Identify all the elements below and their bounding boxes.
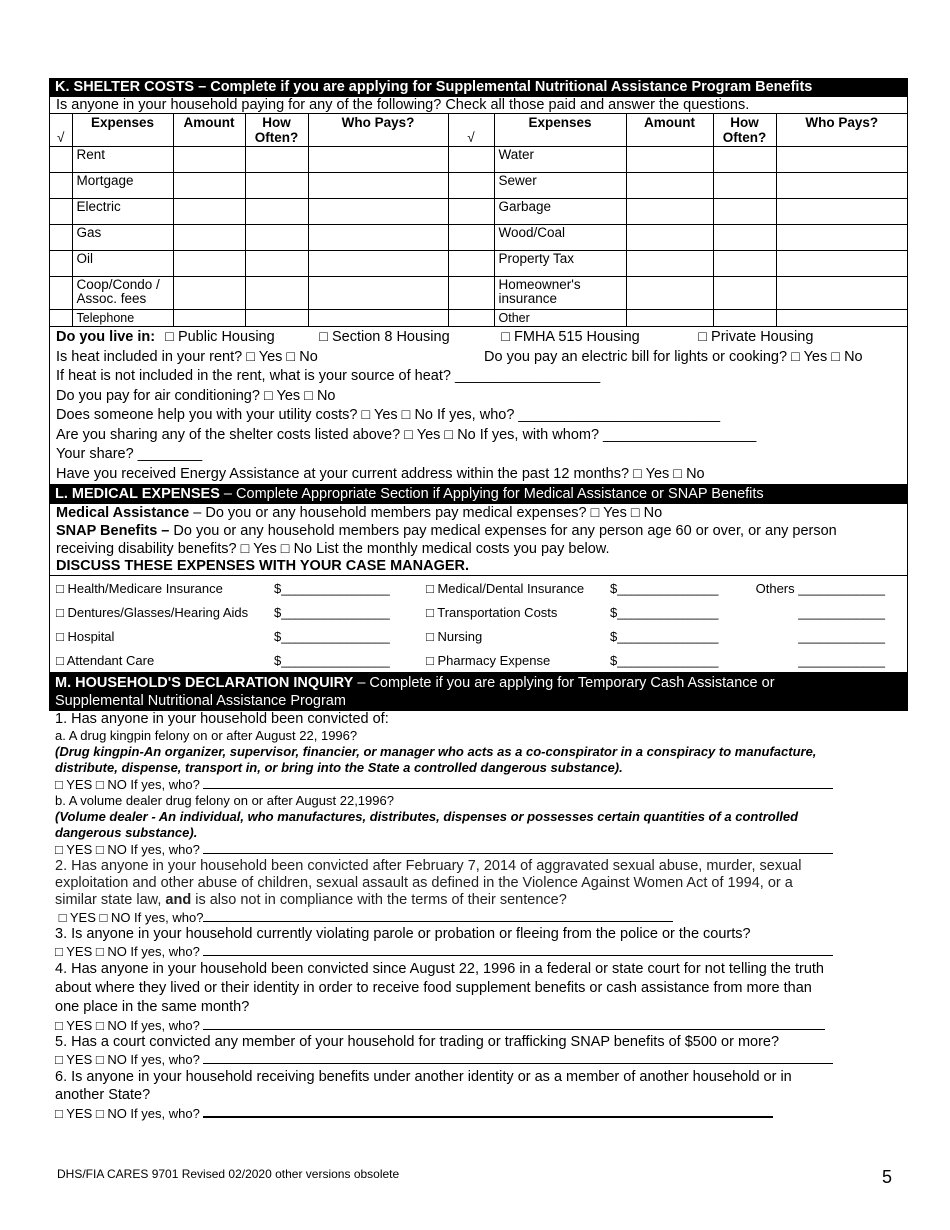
option-section8-housing[interactable]: □ Section 8 Housing: [319, 329, 450, 345]
check-cell[interactable]: [50, 310, 72, 327]
amount-cell[interactable]: [173, 310, 245, 327]
amount-cell[interactable]: [626, 173, 713, 199]
amount-cell[interactable]: [173, 225, 245, 251]
how-often-col-header: How Often?: [713, 114, 776, 147]
energy-assistance-question[interactable]: Have you received Energy Assistance at your current address within the past 12 months? □ Yes □ No: [56, 465, 705, 482]
medical-other[interactable]: ____________: [798, 604, 885, 620]
who-pays-cell[interactable]: [308, 199, 448, 225]
section-l: [49, 504, 908, 673]
medical-expense-row: [50, 648, 907, 672]
amount-cell[interactable]: [173, 147, 245, 173]
q3-text: 3. Is anyone in your household currently violating parole or probation or fleeing from the police or the courts?: [55, 926, 751, 942]
how-often-cell[interactable]: [713, 225, 776, 251]
medical-amount-a[interactable]: $_______________: [274, 604, 390, 620]
q2-text-cont: exploitation and other abuse of children, sexual assault as defined in the Violence Against Women Act of 1994, or a: [55, 875, 793, 891]
expense-label: Sewer: [494, 173, 626, 199]
check-cell[interactable]: [448, 310, 494, 327]
q3-answer[interactable]: □ YES □ NO If yes, who?: [55, 943, 908, 960]
who-pays-cell[interactable]: [776, 310, 907, 327]
how-often-cell[interactable]: [245, 310, 308, 327]
q5-answer[interactable]: □ YES □ NO If yes, who?: [55, 1051, 908, 1068]
medical-expense-row: [50, 576, 907, 600]
medical-amount-a[interactable]: $_______________: [274, 580, 390, 596]
share-question[interactable]: Your share? ________: [56, 446, 203, 462]
medical-item-b[interactable]: □ Transportation Costs: [426, 604, 558, 620]
option-fmha-housing[interactable]: □ FMHA 515 Housing: [501, 329, 640, 345]
section-k-intro: Is anyone in your household paying for any of the following? Check all those paid and answer the questions.: [56, 97, 750, 113]
shelter-row: [50, 199, 907, 225]
amount-cell[interactable]: [173, 173, 245, 199]
check-cell[interactable]: [448, 147, 494, 173]
q1b-answer[interactable]: □ YES □ NO If yes, who?: [55, 841, 908, 858]
section-k: [49, 97, 908, 485]
medical-expense-row: [50, 600, 907, 624]
amount-cell[interactable]: [626, 225, 713, 251]
amount-cell[interactable]: [173, 199, 245, 225]
section-l-header: L. MEDICAL EXPENSES – Complete Appropriate Section if Applying for Medical Assistance or SNAP Benefits: [49, 485, 908, 504]
who-pays-cell[interactable]: [776, 147, 907, 173]
page-number: 5: [882, 1167, 893, 1187]
medical-amount-b[interactable]: $______________: [610, 604, 719, 620]
expense-label: Electric: [72, 199, 173, 225]
check-cell[interactable]: [448, 251, 494, 277]
option-private-housing[interactable]: □ Private Housing: [698, 329, 814, 345]
expense-label: Property Tax: [494, 251, 626, 277]
q5-text: 5. Has a court convicted any member of your household for trading or trafficking SNAP benefits of $500 or more?: [55, 1034, 780, 1050]
who-pays-cell[interactable]: [308, 225, 448, 251]
amount-cell[interactable]: [626, 310, 713, 327]
live-in-label: Do you live in:: [56, 329, 156, 345]
how-often-cell[interactable]: [713, 277, 776, 310]
medical-expenses-table: [50, 576, 907, 672]
how-often-cell[interactable]: [245, 173, 308, 199]
medical-item-b[interactable]: □ Pharmacy Expense: [426, 652, 551, 668]
amount-cell[interactable]: [173, 251, 245, 277]
snap-benefits-question[interactable]: SNAP Benefits – Do you or any household members pay medical expenses for any person age 60 or over, or any person: [56, 523, 837, 539]
how-often-cell[interactable]: [713, 173, 776, 199]
shelter-header-row: [50, 114, 907, 147]
how-often-cell[interactable]: [245, 225, 308, 251]
medical-assistance-question[interactable]: Medical Assistance – Do you or any household members pay medical expenses? □ Yes □ No: [56, 505, 663, 521]
q2-text-cont2: similar state law, and is also not in compliance with the terms of their sentence?: [55, 892, 567, 908]
section-m: [49, 711, 908, 1122]
medical-amount-b[interactable]: $______________: [610, 652, 719, 668]
expenses-col-header: Expenses: [494, 114, 626, 147]
q1-text: 1. Has anyone in your household been convicted of:: [55, 711, 389, 727]
shelter-row: [50, 147, 907, 173]
q1b-text: b. A volume dealer drug felony on or after August 22,1996?: [55, 793, 394, 808]
expenses-col-header: Expenses: [72, 114, 173, 147]
electric-bill-question[interactable]: Do you pay an electric bill for lights or cooking? □ Yes □ No: [484, 348, 863, 365]
sharing-question[interactable]: Are you sharing any of the shelter costs listed above? □ Yes □ No If yes, with whom? ___________________: [56, 426, 757, 443]
live-in-line: [50, 327, 907, 348]
how-often-cell[interactable]: [713, 147, 776, 173]
medical-item-a[interactable]: □ Hospital: [56, 628, 115, 644]
snap-benefits-question-cont[interactable]: receiving disability benefits? □ Yes □ No List the monthly medical costs you pay below.: [56, 541, 610, 557]
expense-label: Gas: [72, 225, 173, 251]
option-public-housing[interactable]: □ Public Housing: [165, 329, 275, 345]
medical-other[interactable]: Others ____________: [755, 580, 885, 596]
heat-source-question[interactable]: If heat is not included in the rent, what is your source of heat? __________________: [56, 368, 601, 384]
check-col-header: √: [50, 114, 72, 147]
who-pays-cell[interactable]: [308, 173, 448, 199]
q4-text-cont2: one place in the same month?: [55, 999, 250, 1015]
amount-cell[interactable]: [626, 251, 713, 277]
form-footer: DHS/FIA CARES 9701 Revised 02/2020 other versions obsolete: [57, 1167, 400, 1181]
q2-answer[interactable]: □ YES □ NO If yes, who?: [55, 909, 908, 926]
who-pays-cell[interactable]: [776, 199, 907, 225]
q4-text: 4. Has anyone in your household been convicted since August 22, 1996 in a federal or state court for not telling the truth: [55, 961, 824, 977]
check-cell[interactable]: [448, 225, 494, 251]
how-often-col-header: How Often?: [245, 114, 308, 147]
amount-col-header: Amount: [626, 114, 713, 147]
how-often-cell[interactable]: [245, 147, 308, 173]
check-cell[interactable]: [50, 147, 72, 173]
expense-label: Telephone: [72, 310, 173, 327]
check-cell[interactable]: [448, 199, 494, 225]
expense-label: Homeowner's insurance: [494, 277, 626, 310]
who-pays-cell[interactable]: [776, 251, 907, 277]
heat-included-question[interactable]: Is heat included in your rent? □ Yes □ No: [56, 348, 318, 365]
section-m-header: M. HOUSEHOLD'S DECLARATION INQUIRY – Complete if you are applying for Temporary Cash Assistance or Supplemental Nutritional Assistance Program: [49, 673, 908, 711]
medical-amount-b[interactable]: $______________: [610, 580, 719, 596]
medical-item-b[interactable]: □ Medical/Dental Insurance: [426, 580, 585, 596]
shelter-row: [50, 225, 907, 251]
who-pays-cell[interactable]: [308, 277, 448, 310]
check-cell[interactable]: [50, 277, 72, 310]
q1a-definition-cont: distribute, dispense, transport in, or bring into the State a controlled dangerous substance).: [55, 760, 623, 775]
check-cell[interactable]: [448, 277, 494, 310]
who-pays-col-header: Who Pays?: [308, 114, 448, 147]
q1a-answer[interactable]: □ YES □ NO If yes, who?: [55, 776, 908, 793]
who-pays-cell[interactable]: [308, 251, 448, 277]
medical-amount-a[interactable]: $_______________: [274, 652, 390, 668]
expense-label: Coop/Condo / Assoc. fees: [72, 277, 173, 310]
expense-label: Rent: [72, 147, 173, 173]
q1a-definition: (Drug kingpin-An organizer, supervisor, financier, or manager who acts as a co-conspirator in a conspiracy to manufacture,: [55, 744, 817, 759]
shelter-row: [50, 251, 907, 277]
amount-cell[interactable]: [173, 277, 245, 310]
q2-text: 2. Has anyone in your household been convicted after February 7, 2014 of aggravated sexual abuse, murder, sexual: [55, 858, 802, 874]
medical-item-a[interactable]: □ Dentures/Glasses/Hearing Aids: [56, 604, 249, 620]
check-cell[interactable]: [50, 225, 72, 251]
expense-label: Water: [494, 147, 626, 173]
who-pays-cell[interactable]: [308, 310, 448, 327]
who-pays-cell[interactable]: [308, 147, 448, 173]
medical-item-a[interactable]: □ Health/Medicare Insurance: [56, 580, 223, 596]
shelter-row: [50, 277, 907, 310]
shelter-costs-table: [50, 113, 907, 327]
medical-item-a[interactable]: □ Attendant Care: [56, 652, 155, 668]
heat-electric-line: [50, 348, 907, 368]
q4-answer[interactable]: □ YES □ NO If yes, who?: [55, 1017, 908, 1034]
expense-label: Mortgage: [72, 173, 173, 199]
section-k-header: K. SHELTER COSTS – Complete if you are applying for Supplemental Nutritional Assistance Program Benefits: [49, 78, 908, 97]
medical-amount-a[interactable]: $_______________: [274, 628, 390, 644]
how-often-cell[interactable]: [713, 251, 776, 277]
how-often-cell[interactable]: [713, 310, 776, 327]
q6-text-cont: another State?: [55, 1087, 151, 1103]
shelter-row: [50, 310, 907, 327]
form-page: [49, 78, 908, 1122]
check-cell[interactable]: [50, 173, 72, 199]
amount-cell[interactable]: [626, 277, 713, 310]
check-col-header: √: [448, 114, 494, 147]
who-pays-cell[interactable]: [776, 277, 907, 310]
q1b-definition: (Volume dealer - An individual, who manufactures, distributes, dispenses or possesses certain quantities of a controlled: [55, 809, 799, 824]
amount-col-header: Amount: [173, 114, 245, 147]
amount-cell[interactable]: [626, 147, 713, 173]
shelter-row: [50, 173, 907, 199]
expense-label: Garbage: [494, 199, 626, 225]
q4-text-cont: about where they lived or their identity in order to receive food supplement benefits or cash assistance from more than: [55, 980, 812, 996]
how-often-cell[interactable]: [713, 199, 776, 225]
medical-other[interactable]: ____________: [798, 652, 885, 668]
amount-cell[interactable]: [626, 199, 713, 225]
q6-text: 6. Is anyone in your household receiving benefits under another identity or as a member of another household or in: [55, 1069, 792, 1085]
who-pays-cell[interactable]: [776, 225, 907, 251]
discuss-notice: DISCUSS THESE EXPENSES WITH YOUR CASE MANAGER.: [50, 558, 907, 576]
how-often-cell[interactable]: [245, 277, 308, 310]
q6-answer[interactable]: □ YES □ NO If yes, who?: [55, 1104, 908, 1122]
expense-label: Other: [494, 310, 626, 327]
utility-help-question[interactable]: Does someone help you with your utility costs? □ Yes □ No If yes, who? _________________________: [56, 407, 721, 423]
medical-item-b[interactable]: □ Nursing: [426, 628, 483, 644]
expense-label: Oil: [72, 251, 173, 277]
expense-label: Wood/Coal: [494, 225, 626, 251]
check-cell[interactable]: [448, 173, 494, 199]
how-often-cell[interactable]: [245, 199, 308, 225]
q1b-definition-cont: dangerous substance).: [55, 825, 198, 840]
medical-amount-b[interactable]: $______________: [610, 628, 719, 644]
medical-expense-row: [50, 624, 907, 648]
who-pays-col-header: Who Pays?: [776, 114, 907, 147]
check-cell[interactable]: [50, 251, 72, 277]
check-cell[interactable]: [50, 199, 72, 225]
q1a-text: a. A drug kingpin felony on or after August 22, 1996?: [55, 728, 358, 743]
medical-other[interactable]: ____________: [798, 628, 885, 644]
how-often-cell[interactable]: [245, 251, 308, 277]
who-pays-cell[interactable]: [776, 173, 907, 199]
ac-question[interactable]: Do you pay for air conditioning? □ Yes □ No: [56, 387, 336, 404]
